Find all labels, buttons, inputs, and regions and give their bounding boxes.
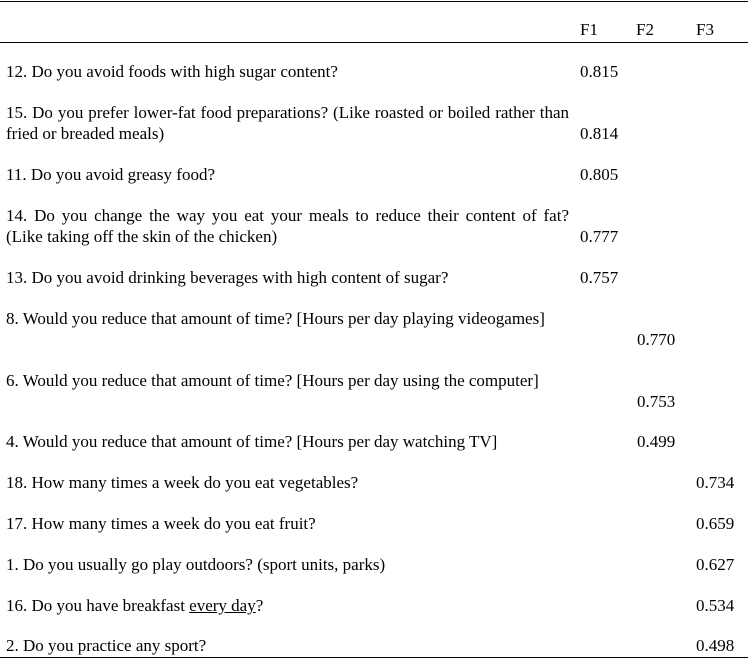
- loading-f1: 0.814: [580, 124, 619, 143]
- column-header-f3: F3: [696, 20, 714, 39]
- loading-f1: 0.815: [580, 62, 619, 81]
- loading-f3: 0.498: [696, 636, 735, 655]
- loading-f1: 0.757: [580, 268, 619, 287]
- question-text: 17. How many times a week do you eat fruit?: [6, 514, 316, 533]
- question-text: 4. Would you reduce that amount of time? [Hours per day watching TV]: [6, 432, 498, 451]
- question-text: 8. Would you reduce that amount of time? [Hours per day playing videogames]: [6, 309, 545, 328]
- question-text: 1. Do you usually go play outdoors? (sport units, parks): [6, 555, 386, 574]
- question-text: 18. How many times a week do you eat vegetables?: [6, 473, 359, 492]
- loading-f2: 0.770: [637, 330, 676, 349]
- table-bottom-rule: [0, 657, 748, 658]
- loading-f1: 0.777: [580, 227, 619, 246]
- column-header-f1: F1: [580, 20, 598, 39]
- loading-f3: 0.659: [696, 514, 735, 533]
- question-text: [6, 595, 569, 616]
- loading-f3: 0.627: [696, 555, 735, 574]
- loading-f2: 0.753: [637, 392, 676, 411]
- question-text: 14. Do you change the way you eat your meals to reduce their content of fat? (Like taking off the skin of the chicken): [6, 206, 569, 246]
- question-text: 6. Would you reduce that amount of time? [Hours per day using the computer]: [6, 371, 539, 390]
- loading-f3: 0.534: [696, 596, 735, 615]
- table-top-rule: [0, 1, 748, 2]
- question-text: 12. Do you avoid foods with high sugar content?: [6, 62, 338, 81]
- table-header-rule: [0, 42, 748, 43]
- loading-f1: 0.805: [580, 165, 619, 184]
- column-header-f2: F2: [636, 20, 654, 39]
- loading-f3: 0.734: [696, 473, 735, 492]
- question-text: 15. Do you prefer lower-fat food preparations? (Like roasted or boiled rather than fried or breaded meals): [6, 103, 569, 143]
- loading-f2: 0.499: [637, 432, 676, 451]
- question-text-underlined: every day: [189, 596, 256, 615]
- question-text-prefix: 16. Do you have breakfast: [6, 596, 190, 615]
- question-text: 2. Do you practice any sport?: [6, 636, 207, 655]
- question-text: 11. Do you avoid greasy food?: [6, 165, 215, 184]
- question-text: 13. Do you avoid drinking beverages with high content of sugar?: [6, 268, 449, 287]
- question-text-suffix: ?: [255, 596, 264, 615]
